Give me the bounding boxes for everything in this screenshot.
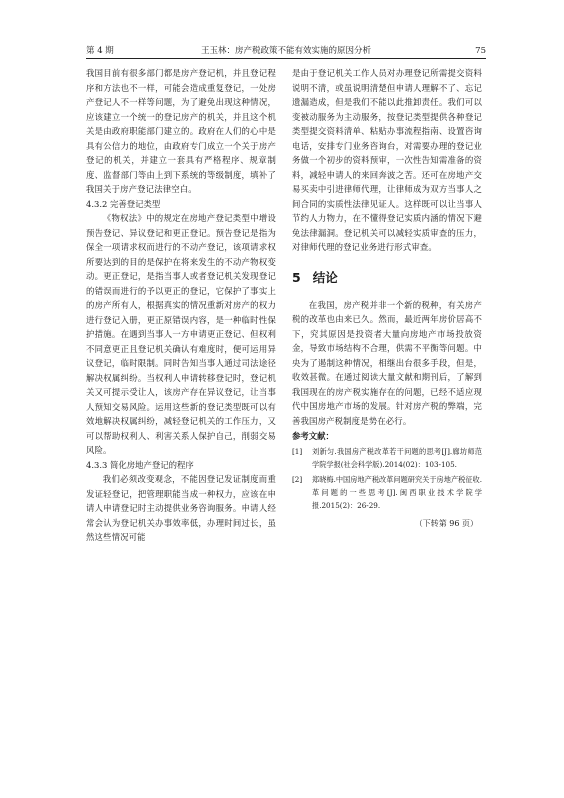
right-column (292, 66, 482, 529)
references-title: 参考文献： (292, 431, 334, 441)
reference-item (292, 473, 482, 512)
paragraph-simplify-procedure: 我们必须改变观念，不能因登记发证制度而重发证轻登记，把管理职能当成一种权力，应该在申请人申请登记时主动提供业务咨询服务。申请人经常会认为登记机关办事效率低，办理时间过长，虽然这些情况可能 (86, 474, 276, 542)
subsection-heading-4-3-3: 4.3.3 简化房地产登记的程序 (86, 459, 194, 470)
paragraph-service: 是由于登记机关工作人员对办理登记所需提交资料说明不清，或虽说明清楚但申请人理解不了、忘记遗漏造成，但是我们不能以此推卸责任。我们可以变被动服务为主动服务，按登记类型提供各种登记类型提交资料清单、粘贴办事流程指南、设置咨询电话，安排专门业务咨询台，对需要办理的登记业务做一个初步的资料预审，一次性告知需准备的资料，减轻申请人的来回奔波之苦。还可在房地产交易买卖中引进律师代理，让律师成为双方当事人之间合同的实质性法律见证人。这样既可以让当事人节约人力物力，在不懂得登记实质内涵的情况下避免法律漏洞。登记机关可以减轻实质审查的压力，对律师代理的登记业务进行形式审查。 (292, 68, 482, 252)
reference-text: 郑晓梅.中国房地产税改革问题研究关于房地产税征收.革问题的一些思考[J].闽西职业技术学院学报.2015(2)：26-29. (312, 475, 482, 510)
page-number: 75 (475, 46, 486, 56)
paragraph-continued: 我国目前有很多部门都是房产登记机，并且登记程序和方法也不一样，可能会造成重复登记，一处房产登记人不一样等问题，为了避免出现这种情况，应该建立一个统一的登记房产的机关，并且这个机关是由政府职能部门建立的。政府在人们的心中是具有公信力的地位，由政府专门成立一个关于房产登记的机关，并建立一套具有严格程序、规章制度、监督部门等由上到下系统的等级制度，填补了我国关于房产登记法律空白。 (86, 68, 276, 194)
running-title: 王玉林：房产税政策不能有效实施的原因分析 (200, 46, 371, 56)
page-header (86, 44, 486, 59)
section-heading-conclusion (292, 270, 482, 286)
left-column (86, 66, 276, 545)
section-title: 结论 (312, 269, 338, 285)
reference-item (292, 445, 482, 471)
reference-number: [1] (292, 447, 303, 456)
continued-note: （下转第 96 页） (414, 519, 478, 528)
issue-label: 第 4 期 (86, 46, 114, 56)
section-number: 5 (292, 269, 301, 285)
paragraph-registration-types: 《物权法》中的规定在房地产登记类型中增设预告登记、异议登记和更正登记。预告登记是指为保全一项请求权而进行的不动产登记，该项请求权所要达到的目的是保护在将来发生的不动产物权变动。更正登记，是指当事人或者登记机关发现登记的错误而进行的予以更正的登记，它保护了事实上的房产所有人，根据真实的情况重新对房产的权力进行登记入册，更正原错误内容，是一种临时性保护措施。在遇到当事人一方申请更正登记、但权利不同意更正且登记机关确认有难度时，便可运用异议登记，临时限制。同时告知当事人通过司法途径解决权属纠纷。当权利人申请转移登记时，登记机关又可提示受让人，该房产存在异议登记，让当事人预知交易风险。运用这些新的登记类型既可以有效地解决权属纠纷，减轻登记机关的工作压力，又可以帮助权利人、利害关系人保护自己，削弱交易风险。 (86, 213, 276, 455)
subsection-heading-4-3-2: 4.3.2 完善登记类型 (86, 198, 161, 209)
reference-text: 刘新匀.我国房产税改革若干问题的思考[J].廊坊师范学院学报(社会科学版).2014(02)：103-105. (312, 447, 482, 469)
paragraph-conclusion: 在我国，房产税并非一个新的税种，有关房产税的改革也由来已久。然而，最近两年房价居高不下，究其原因是投资者大量向房地产市场投放资金，导致市场结构不合理，供需不平衡等问题。中央为了遏制这种情况，相继出台很多手段，但是，收效甚微。在通过阅读大量文献和期刊后，了解到我国现在的房产税实施存在的问题，已经不适应现代中国房地产市场的发展。针对房产税的弊端，完善我国房产税制度是势在必行。 (292, 299, 482, 426)
reference-number: [2] (292, 475, 303, 484)
